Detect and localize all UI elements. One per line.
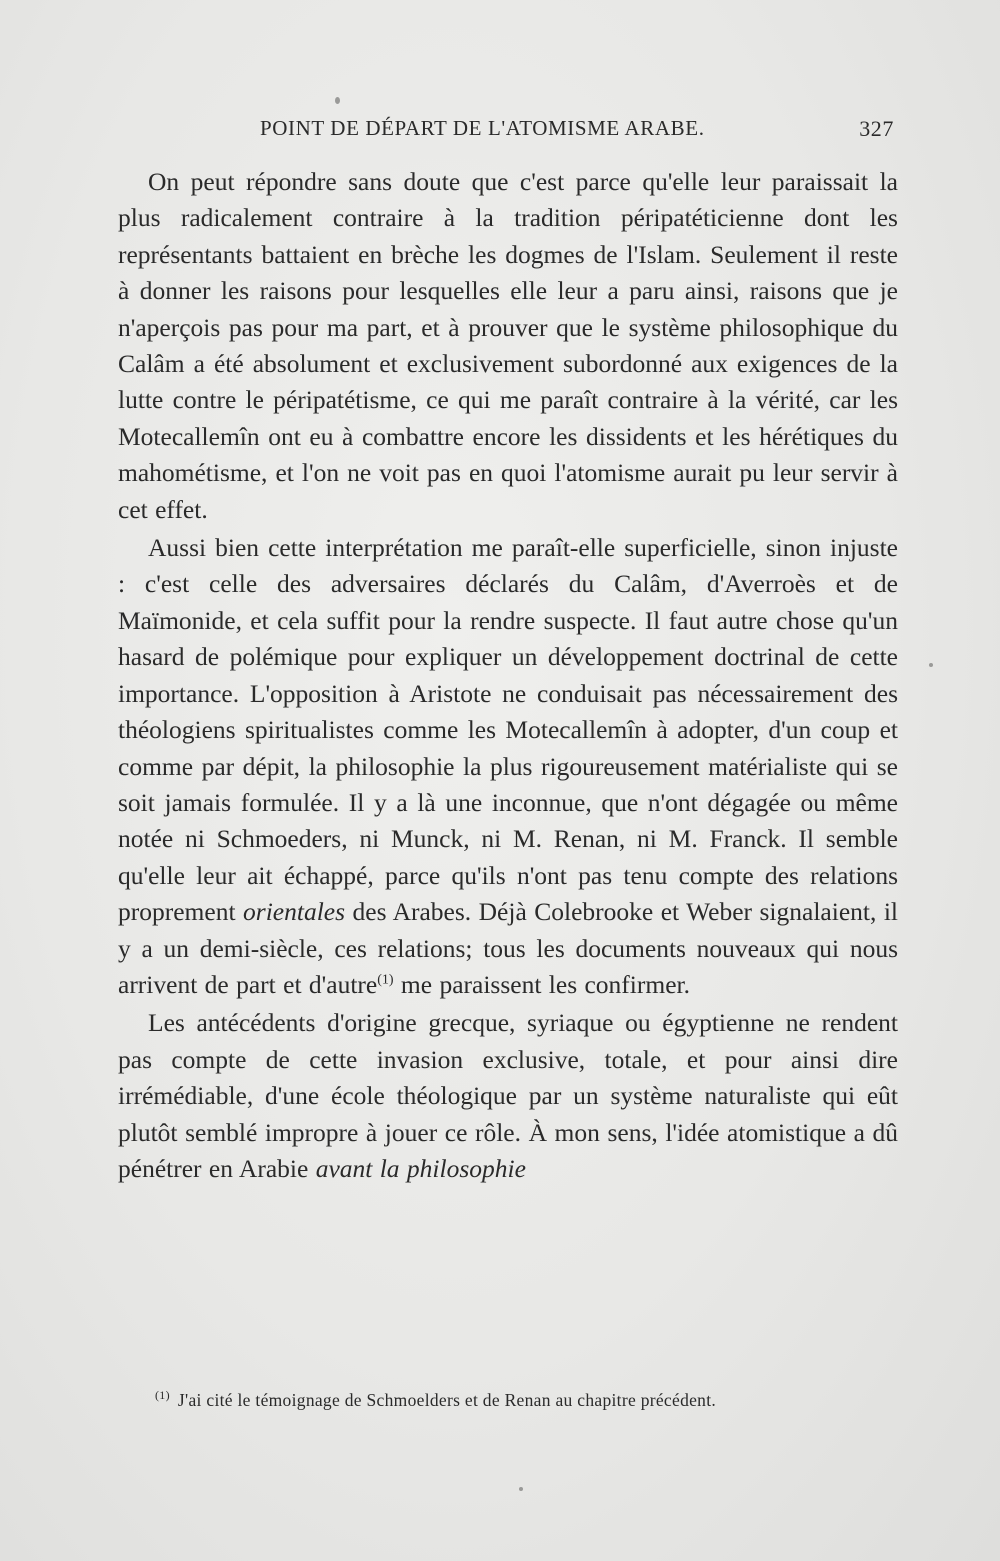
footnote: [155, 1388, 895, 1411]
paragraph-3: [118, 1005, 898, 1187]
body-text: [118, 164, 898, 1187]
footnote-mark: (1): [155, 1388, 170, 1402]
paragraph-1-text: On peut répondre sans doute que c'est parce qu'elle leur paraissait la plus radicalement contraire à la tradition péripatéticienne dont les représentants battaient en brèche les dogmes de l'Islam. Seulement il reste à donner les raisons pour lesquelles elle leur a paru ainsi, raisons que je n'aperçois pas pour ma part, et à prouver que le système philosophique du Calâm a été absolument et exclusivement subordonné aux exigences de la lutte contre le péripatétisme, ce qui me paraît contraire à la vérité, car les Motecallemîn ont eu à combattre encore les dissidents et les hérétiques du mahométisme, et l'on ne voit pas en quoi l'atomisme aurait pu leur servir à cet effet.: [118, 167, 898, 524]
paragraph-2-part1: Aussi bien cette interprétation me paraît-elle superficielle, sinon injuste : c'est celle des adversaires déclarés du Calâm, d'Averroès et de Maïmonide, et cela suffit pour la rendre suspecte. Il faut autre chose qu'un hasard de polémique pour expliquer un développement doctrinal de cette importance. L'opposition à Aristote ne conduisait pas nécessairement des théologiens spiritualistes comme les Motecallemîn à adopter, d'un coup et comme par dépit, la philosophie la plus rigoureusement matérialiste qui se soit jamais formulée. Il y a là une inconnue, que n'ont dégagée ou même notée ni Schmoeders, ni Munck, ni M. Renan, ni M. Franck. Il semble qu'elle leur ait échappé, parce qu'ils n'ont pas tenu compte des relations proprement: [118, 533, 898, 927]
ink-speck: [519, 1487, 523, 1491]
footnote-text: J'ai cité le témoignage de Schmoelders et de Renan au chapitre précédent.: [177, 1389, 717, 1410]
paragraph-2-part3: me paraissent les confirmer.: [400, 969, 690, 999]
running-title: POINT DE DÉPART DE L'ATOMISME ARABE.: [260, 116, 705, 140]
ink-speck: [335, 97, 340, 104]
ink-speck: [929, 663, 933, 667]
running-head: [118, 116, 894, 146]
paragraph-3-part1: Les antécédents d'origine grecque, syriaque ou égyptienne ne rendent pas compte de cette invasion exclusive, totale, et pour ainsi dire irrémédiable, d'une école théologique par un système naturaliste qui eût plutôt semblé impropre à jouer ce rôle. À mon sens, l'idée atomistique a dû pénétrer en Arabie: [118, 1008, 898, 1183]
footnote-reference: (1): [377, 972, 394, 988]
paragraph-2-italic: orientales: [243, 897, 346, 927]
paragraph-2-part2: des Arabes. Déjà Colebrooke et Weber signalaient, il y a un demi-siècle, ces relations; tous les documents nouveaux qui nous arrivent de part et d'autre: [118, 897, 898, 999]
paragraph-2: [118, 530, 898, 1003]
paragraph-1: [118, 164, 898, 528]
page-number: 327: [859, 116, 894, 141]
paragraph-3-italic: avant la philosophie: [315, 1153, 526, 1183]
